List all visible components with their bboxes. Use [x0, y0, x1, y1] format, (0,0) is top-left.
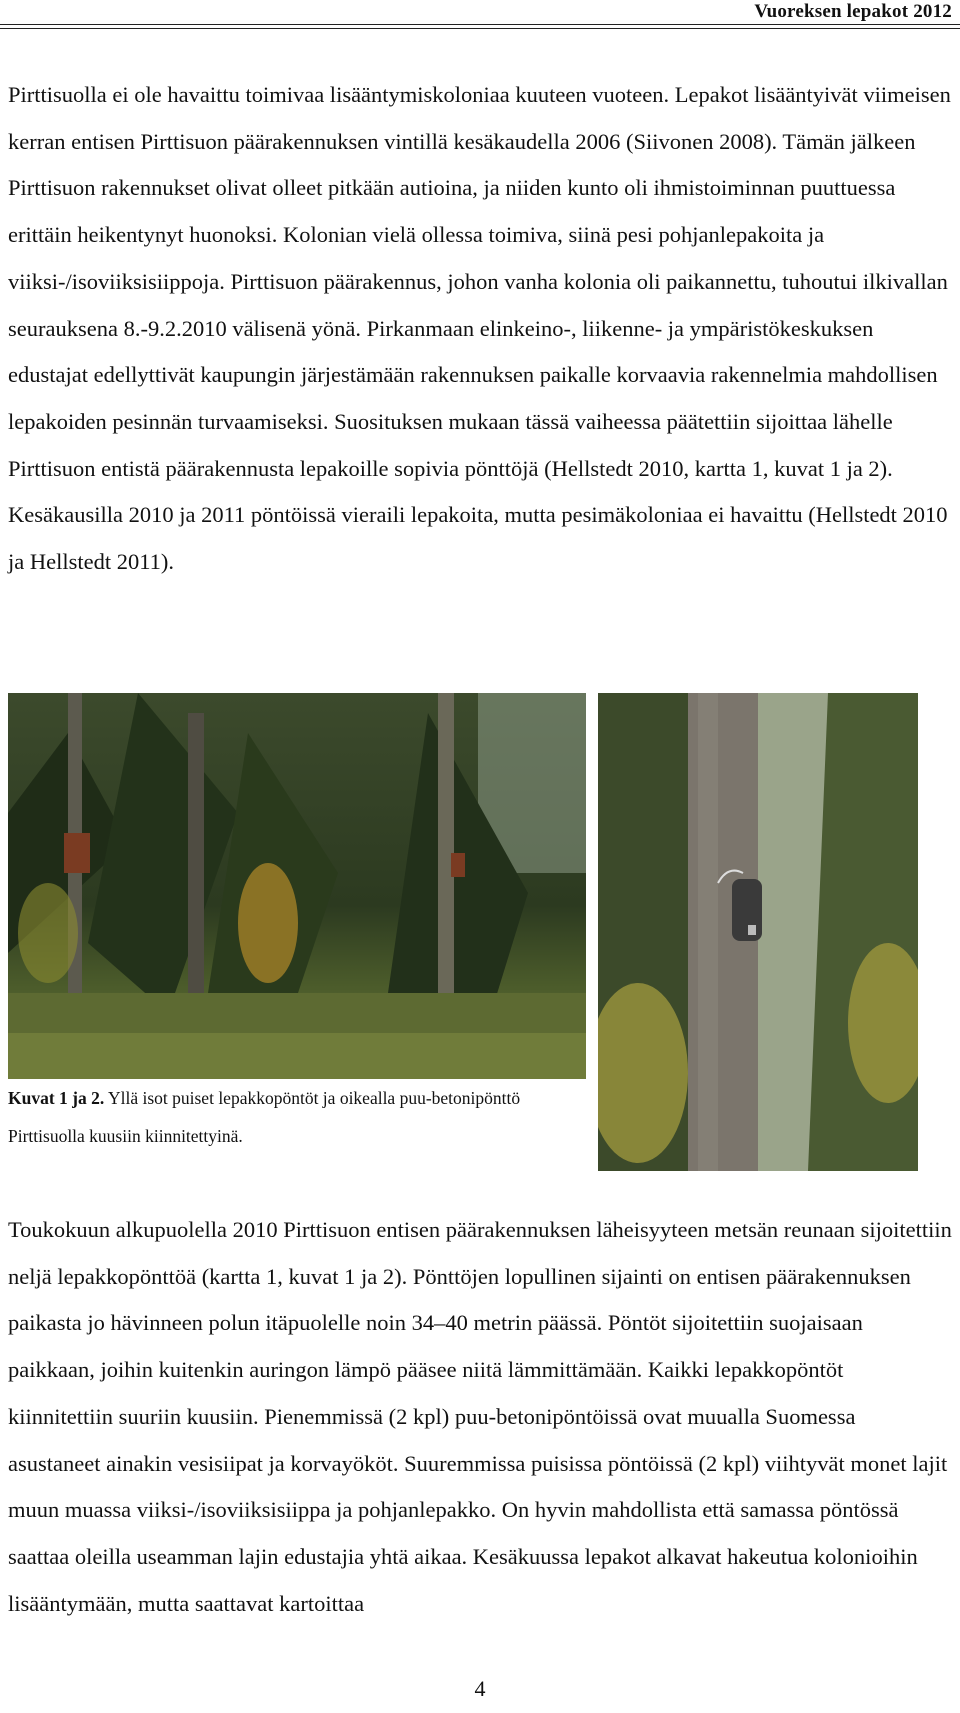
page-number: 4 [474, 1676, 486, 1701]
forest-photo-image [8, 693, 586, 1079]
paragraph-bat-boxes: Toukokuun alkupuolella 2010 Pirttisuon entisen päärakennuksen läheisyyteen metsän reunaan sijoitettiin neljä lepakkopönttöä (kartta 1, kuvat 1 ja 2). Pönttöjen lopullinen sijainti on entisen päärakennuksen paikasta jo hävinneen polun itäpuolelle noin 34–40 metrin päässä. Pöntöt sijoitettiin suojaisaan paikkaan, joihin kuitenkin auringon lämpö pääsee niitä lämmittämään. Kaikki lepakkopöntöt kiinnitettiin suuriin kuusiin. Pienemmissä (2 kpl) puu-betonipöntöissä ovat muualla Suomessa asustaneet ainakin vesisiipat ja korvayököt. Suuremmissa puisissa pöntöissä (2 kpl) viihtyvät monet lajit muun muassa viiksi-/isoviiksisiippa ja pohjanlepakko. On hyvin mahdollista että samassa pöntössä saattaa oleilla useamman lajin edustajia yhtä aikaa. Kesäkuussa lepakot alkavat hakeutua kolonioihin lisääntymään, mutta saattavat kartoittaa [8, 1217, 952, 1616]
paragraph-intro: Pirttisuolla ei ole havaittu toimivaa lisääntymiskoloniaa kuuteen vuoteen. Lepakot lisääntyivät viimeisen kerran entisen Pirttisuon päärakennuksen vintillä kesäkaudella 2006 (Siivonen 2008). Tämän jälkeen Pirttisuon rakennukset olivat olleet pitkään autioina, ja niiden kunto oli ihmistoiminnan puuttuessa erittäin heikentynyt huonoksi. Kolonian vielä ollessa toimiva, siinä pesi pohjanlepakoita ja viiksi-/isoviiksisiippoja. Pirttisuon päärakennus, johon vanha kolonia oli paikannettu, tuhoutui ilkivallan seurauksena 8.-9.2.2010 välisenä yönä. Pirkanmaan elinkeino-, liikenne- ja ympäristökeskuksen edustajat edellyttivät kaupungin järjestämään rakennuksen paikalle korvaavia rakennelmia mahdollisen lepakoiden pesinnän turvaamiseksi. Suosituksen mukaan tässä vaiheessa päätettiin sijoittaa lähelle Pirttisuon entistä päärakennusta lepakoille sopivia pönttöjä (Hellstedt 2010, kartta 1, kuvat 1 ja 2). Kesäkausilla 2010 ja 2011 pöntöissä vieraili lepakoita, mutta pesimäkoloniaa ei havaittu (Hellstedt 2010 ja Hellstedt 2011). [8, 82, 951, 575]
tree-photo [598, 693, 918, 1171]
bat-box-left [64, 833, 90, 873]
tree-photo-image [598, 693, 918, 1171]
caption-text: Yllä isot puiset lepakkopöntöt ja oikealla puu-betonipönttö Pirttisuolla kuusiin kiinnitettyinä. [8, 1088, 521, 1146]
page-header [0, 0, 960, 26]
bat-box-right [451, 853, 465, 877]
caption-label: Kuvat 1 ja 2. [8, 1088, 105, 1108]
wood-concrete-bat-box [732, 879, 762, 941]
header-rule [0, 24, 960, 25]
figure-caption [8, 1079, 586, 1155]
forest-photo [8, 693, 586, 1079]
header-rule-secondary [0, 28, 960, 29]
running-header-title: Vuoreksen lepakot 2012 [754, 1, 952, 22]
